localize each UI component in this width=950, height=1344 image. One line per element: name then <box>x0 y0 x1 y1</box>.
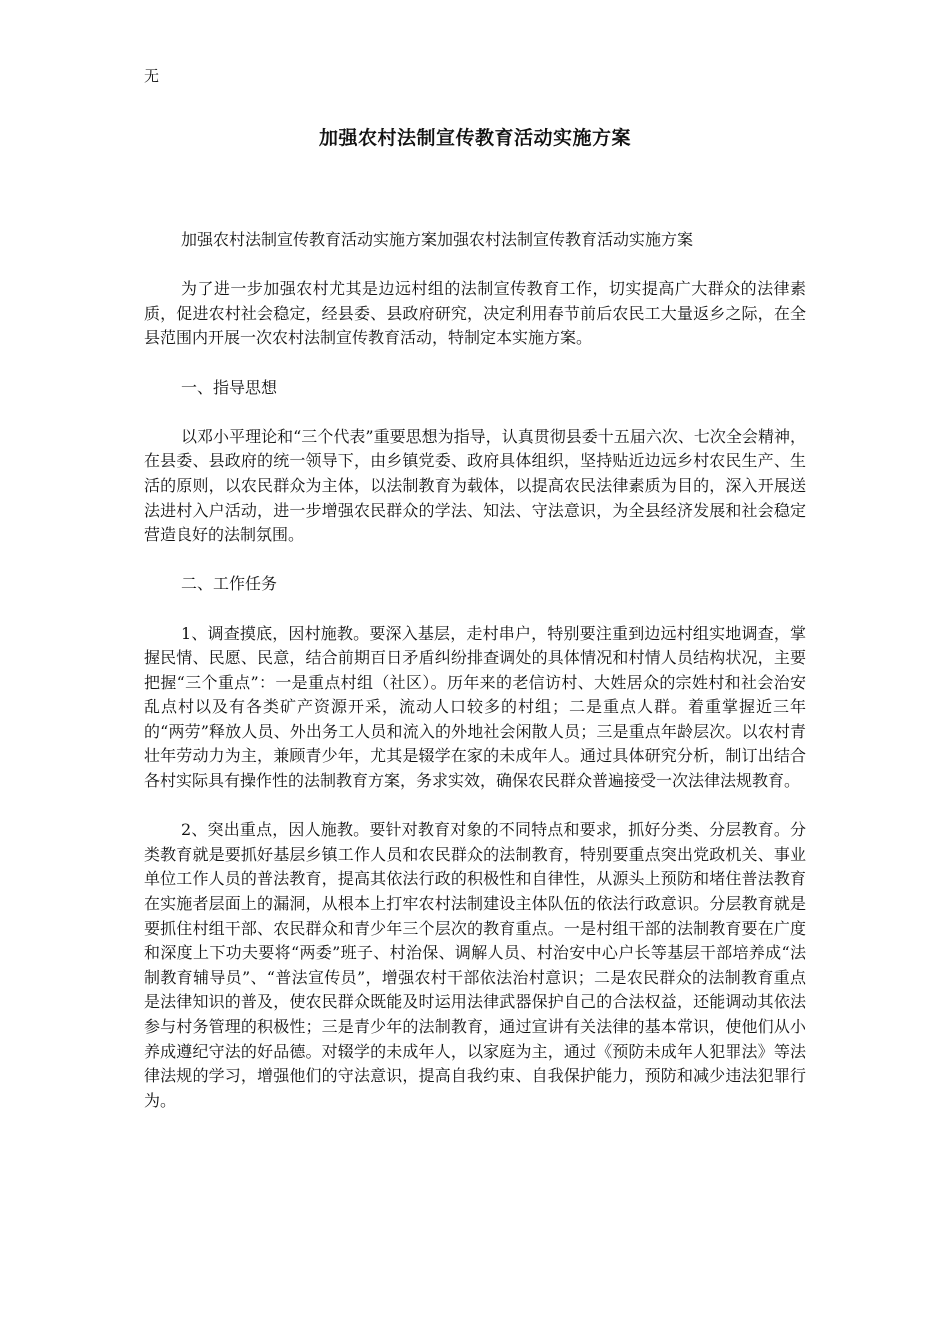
header-mark: 无 <box>144 67 160 85</box>
guiding-ideology-paragraph: 以邓小平理论和“三个代表”重要思想为指导，认真贯彻县委十五届六次、七次全会精神，在县委、县政府的统一领导下，由乡镇党委、政府具体组织，坚持贴近边远乡村农民生产、生活的原则，以农民群众为主体，以法制教育为载体，以提高农民法律素质为目的，深入开展送法进村入户活动，进一步增强农民群众的学法、知法、守法意识，为全县经济发展和社会稳定营造良好的法制氛围。 <box>144 426 806 545</box>
document-title: 加强农村法制宣传教育活动实施方案 <box>318 127 631 149</box>
intro-paragraph: 为了进一步加强农村尤其是边远村组的法制宣传教育工作，切实提高广大群众的法律素质，促进农村社会稳定，经县委、县政府研究，决定利用春节前后农民工大量返乡之际，在全县范围内开展一次农村法制宣传教育活动，特制定本实施方案。 <box>144 279 806 348</box>
subtitle-line: 加强农村法制宣传教育活动实施方案加强农村法制宣传教育活动实施方案 <box>181 230 694 249</box>
task-1-paragraph: 1、调查摸底，因村施教。要深入基层，走村串户，特别要注重到边远村组实地调查，掌握民情、民愿、民意，结合前期百日矛盾纠纷排查调处的具体情况和村情人员结构状况，主要把握“三个重点”：一是重点村组（社区）。历年来的老信访村、大姓居众的宗姓村和社会治安乱点村以及有各类矿产资源开采，流动人口较多的村组；二是重点人群。着重掌握近三年的“两劳”释放人员、外出务工人员和流入的外地社会闲散人员；三是重点年龄层次。以农村青壮年劳动力为主，兼顾青少年，尤其是辍学在家的未成年人。通过具体研究分析，制订出结合各村实际具有操作性的法制教育方案，务求实效，确保农民群众普遍接受一次法律法规教育。 <box>144 623 806 791</box>
section-heading-work-tasks: 二、工作任务 <box>181 574 278 594</box>
task-2-paragraph: 2、突出重点，因人施教。要针对教育对象的不同特点和要求，抓好分类、分层教育。分类教育就是要抓好基层乡镇工作人员和农民群众的法制教育，特别要重点突出党政机关、事业单位工作人员的普法教育，提高其依法行政的积极性和自律性，从源头上预防和堵住普法教育在实施者层面上的漏洞，从根本上打牢农村法制建设主体队伍的依法行政意识。分层教育就是要抓住村组干部、农民群众和青少年三个层次的教育重点。一是村组干部的法制教育要在广度和深度上下功夫要将“两委”班子、村治保、调解人员、村治安中心户长等基层干部培养成“法制教育辅导员”、“普法宣传员”，增强农村干部依法治村意识；二是农民群众的法制教育重点是法律知识的普及，使农民群众既能及时运用法律武器保护自己的合法权益，还能调动其依法参与村务管理的积极性；三是青少年的法制教育，通过宣讲有关法律的基本常识，使他们从小养成遵纪守法的好品德。对辍学的未成年人，以家庭为主，通过《预防未成年人犯罪法》等法律法规的学习，增强他们的守法意识，提高自我约束、自我保护能力，预防和减少违法犯罪行为。 <box>144 820 806 1110</box>
section-heading-guiding-ideology: 一、指导思想 <box>181 377 278 397</box>
document-body <box>144 228 806 1138</box>
